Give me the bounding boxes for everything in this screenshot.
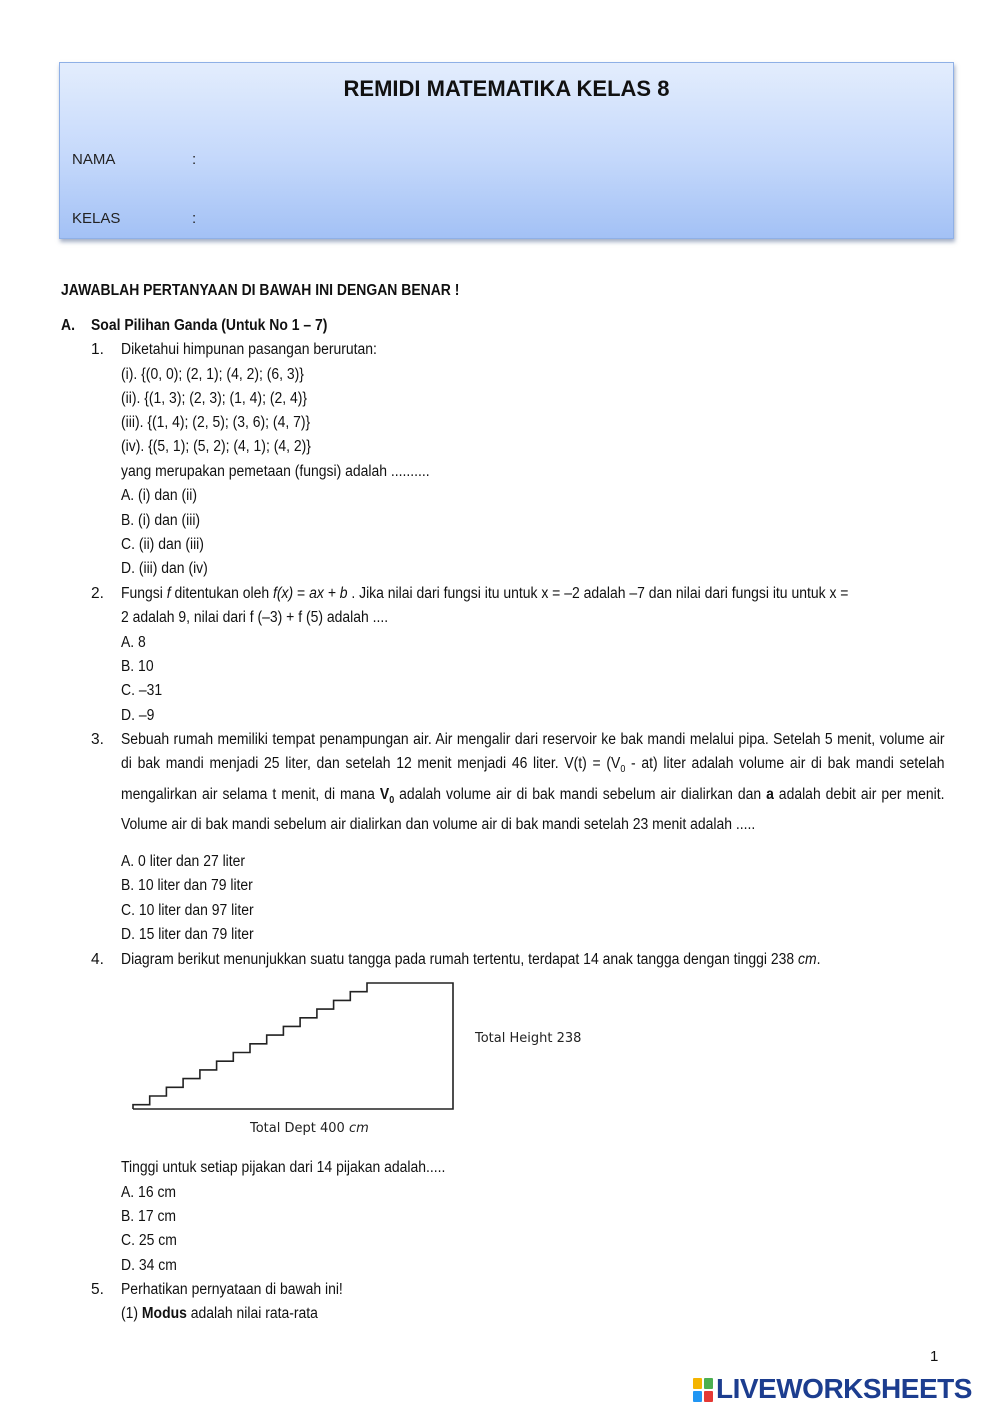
instruction-heading: JAWABLAH PERTANYAAN DI BAWAH INI DENGAN BENAR !: [61, 282, 460, 299]
function-expression: ax + b: [309, 585, 348, 602]
name-colon: :: [192, 151, 197, 168]
answer-option[interactable]: B. 10: [121, 658, 154, 675]
depth-unit: cm: [348, 1121, 369, 1136]
text-run: . Jika nilai dari fungsi itu untuk x = –2 adalah –7 dan nilai dari fungsi itu untuk x =: [347, 585, 849, 602]
unit: cm: [798, 951, 817, 968]
answer-option[interactable]: A. 16 cm: [121, 1184, 177, 1201]
text-run: .: [816, 951, 821, 968]
answer-option[interactable]: D. 15 liter dan 79 liter: [121, 926, 254, 943]
answer-option[interactable]: B. 17 cm: [121, 1208, 177, 1225]
question-number: 2.: [91, 585, 104, 602]
text-run: =: [293, 585, 310, 602]
class-label: KELAS: [72, 210, 121, 227]
question-text: Perhatikan pernyataan di bawah ini!: [121, 1281, 343, 1298]
function-notation: f(x): [273, 585, 294, 602]
question-number: 3.: [91, 731, 104, 748]
text-run: adalah debit air per menit. Volume air di bak mandi sebelum air dialirkan dan volume air di bak mandi setelah 23 menit adalah .....: [121, 785, 945, 834]
variable-a: a: [766, 785, 774, 803]
height-label: Total Height 238: [475, 1031, 582, 1046]
answer-option[interactable]: A. 0 liter dan 27 liter: [121, 853, 246, 870]
text-run: Fungsi: [121, 585, 167, 602]
set-item: (iii). {(1, 4); (2, 5); (3, 6); (4, 7)}: [121, 414, 311, 431]
class-colon: :: [192, 210, 197, 227]
question-number: 1.: [91, 341, 104, 358]
staircase-outline: [133, 983, 453, 1109]
term-modus: Modus: [141, 1305, 187, 1322]
text-run: ditentukan oleh: [170, 585, 274, 602]
answer-option[interactable]: C. 10 liter dan 97 liter: [121, 902, 254, 919]
set-item: (ii). {(1, 3); (2, 3); (1, 4); (2, 4)}: [121, 390, 308, 407]
function-symbol: f: [166, 585, 171, 602]
answer-option[interactable]: A. 8: [121, 634, 146, 651]
subscript: 0: [620, 764, 626, 776]
brand-logo-text[interactable]: LIVEWORKSHEETS: [716, 1373, 972, 1404]
text-run: - at) liter adalah volume air di bak mandi setelah mengalirkan air selama t menit, di mana: [121, 755, 945, 803]
name-label: NAMA: [72, 151, 116, 168]
question-prompt: yang merupakan pemetaan (fungsi) adalah ..........: [121, 463, 430, 480]
answer-option[interactable]: A. (i) dan (ii): [121, 487, 197, 504]
staircase-diagram: [125, 975, 465, 1120]
worksheet-title: REMIDI MATEMATIKA KELAS 8: [343, 76, 670, 101]
answer-option[interactable]: D. (iii) dan (iv): [121, 560, 208, 577]
statement-item: (1) Modus adalah nilai rata-rata: [121, 1305, 318, 1322]
text-run: Sebuah rumah memiliki tempat penampungan air. Air mengalir dari reservoir ke bak mandi melalui pipa. Setelah 5 menit, volume air di bak mandi menjadi 25 liter, dan setelah 12 menit menjadi 46 liter. V(t) = (V: [121, 731, 945, 773]
answer-option[interactable]: D. –9: [121, 707, 155, 724]
question-prompt: Tinggi untuk setiap pijakan dari 14 pijakan adalah.....: [121, 1159, 446, 1176]
answer-option[interactable]: C. 25 cm: [121, 1232, 177, 1249]
set-item: (iv). {(5, 1); (5, 2); (4, 1); (4, 2)}: [121, 438, 311, 455]
answer-option[interactable]: C. (ii) dan (iii): [121, 536, 204, 553]
question-text-line: 2 adalah 9, nilai dari f (–3) + f (5) adalah ....: [121, 609, 389, 626]
liveworksheets-logo-icon: [693, 1378, 713, 1402]
answer-option[interactable]: B. (i) dan (iii): [121, 512, 201, 529]
question-paragraph: [121, 728, 945, 838]
answer-option[interactable]: D. 34 cm: [121, 1257, 177, 1274]
question-text: Diketahui himpunan pasangan berurutan:: [121, 341, 377, 358]
section-title: Soal Pilihan Ganda (Untuk No 1 – 7): [91, 317, 328, 334]
depth-label: Total Dept 400 cm: [250, 1121, 369, 1136]
header-box: [59, 62, 954, 239]
page-number: 1: [930, 1348, 939, 1365]
question-text: [121, 950, 821, 970]
section-letter: A.: [61, 317, 75, 334]
question-text: [121, 584, 848, 604]
question-number: 5.: [91, 1281, 104, 1298]
text-run: Diagram berikut menunjukkan suatu tangga pada rumah tertentu, terdapat 14 anak tangga dengan tinggi 238: [121, 951, 799, 968]
question-number: 4.: [91, 951, 104, 968]
answer-option[interactable]: B. 10 liter dan 79 liter: [121, 877, 253, 894]
set-item: (i). {(0, 0); (2, 1); (4, 2); (6, 3)}: [121, 366, 304, 383]
text-run: adalah volume air di bak mandi sebelum air dialirkan dan: [394, 785, 767, 803]
variable-v0: $V_0$: [379, 785, 395, 806]
answer-option[interactable]: C. –31: [121, 682, 163, 699]
